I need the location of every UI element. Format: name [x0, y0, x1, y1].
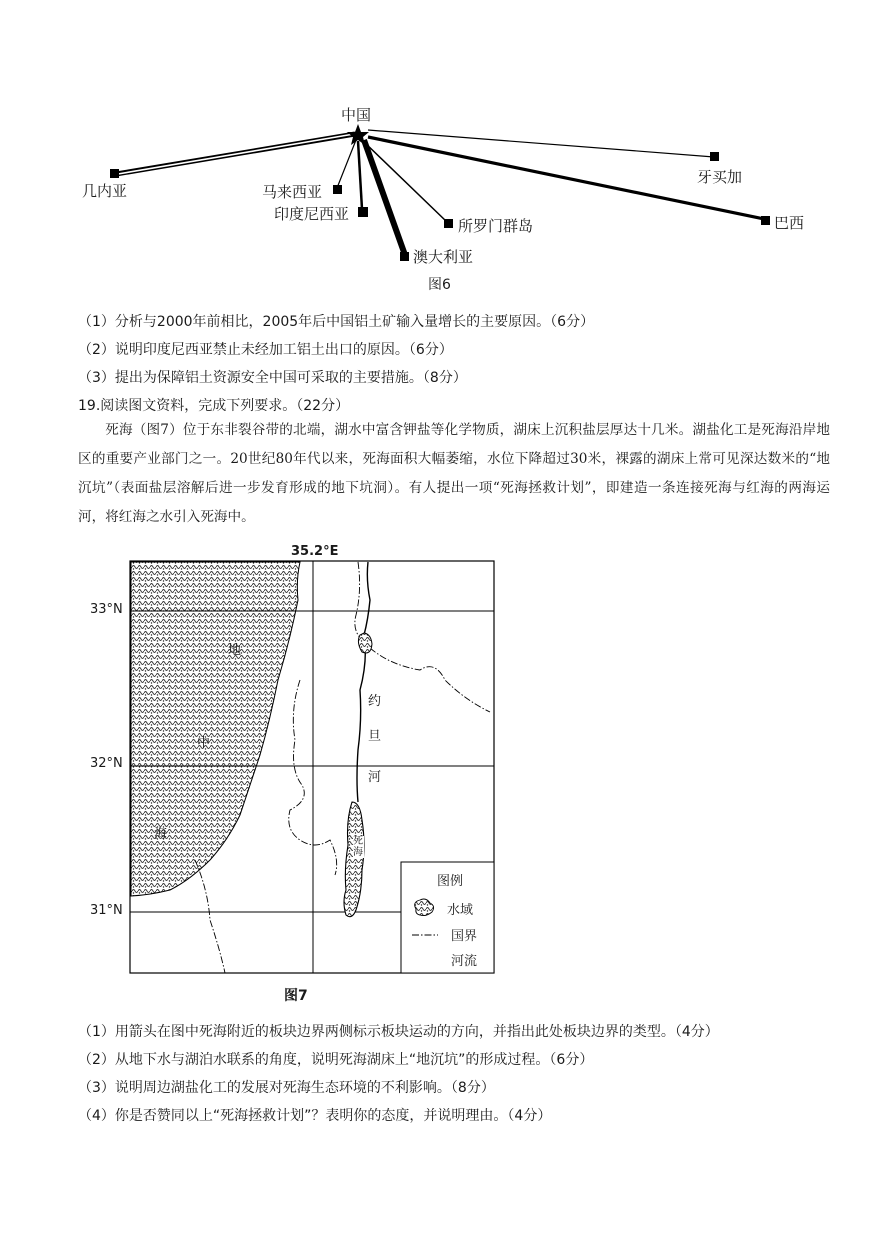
malaysia-marker-icon	[333, 185, 342, 194]
sea-char-2: 中	[197, 736, 211, 751]
sea-char-3: 海	[154, 827, 168, 842]
figure-7	[90, 540, 510, 1010]
flow-line-australia	[364, 140, 405, 255]
jamaica-marker-icon	[710, 152, 719, 161]
australia-marker-icon	[400, 252, 409, 261]
river-char-1: 约	[368, 694, 382, 709]
lat-32-label: 32°N	[90, 756, 123, 771]
label-china: 中国	[341, 106, 372, 124]
solomon-marker-icon	[444, 219, 453, 228]
q18-question-1: （1）分析与2000年前相比，2005年后中国铝土矿输入量增长的主要原因。（6分）	[78, 314, 595, 330]
q19-passage: 死海（图7）位于东非裂谷带的北端，湖水中富含钾盐等化学物质，湖床上沉积盐层厚达十几米。湖盐化工是死海沿岸地区的重要产业部门之一。20世纪80年代以来，死海面积大幅萎缩，水位下降超过30米，裸露的湖床上常可见深达数米的“地沉坑”（表面盐层溶解后进一步发育形成的地下坑洞）。有人提出一项“死海拯救计划”，即建造一条连接死海与红海的两海运河，将红海之水引入死海中。	[78, 422, 830, 525]
q18-question-2: （2）说明印度尼西亚禁止未经加工铝土出口的原因。（6分）	[78, 342, 453, 358]
flow-line-indonesia	[358, 141, 362, 209]
label-jamaica: 牙买加	[697, 168, 743, 186]
brazil-marker-icon	[761, 216, 770, 225]
q19-question-1: （1）用箭头在图中死海附近的板块边界两侧标示板块运动的方向，并指出此处板块边界的类型。（4分）	[78, 1024, 719, 1040]
legend-water-label: 水域	[447, 903, 474, 918]
figure-6-caption: 图6	[428, 277, 451, 293]
q19-question-2: （2）从地下水与湖泊水联系的角度，说明死海湖床上“地沉坑”的形成过程。（6分）	[78, 1052, 594, 1068]
lat-33-label: 33°N	[90, 602, 123, 617]
label-malaysia: 马来西亚	[262, 183, 323, 201]
q19-heading: 19.阅读图文资料，完成下列要求。（22分）	[78, 398, 350, 414]
sea-char-1: 地	[228, 643, 242, 658]
longitude-label: 35.2°E	[291, 544, 339, 559]
flow-line-malaysia	[337, 140, 356, 188]
legend-title: 图例	[437, 874, 464, 889]
river-char-2: 旦	[368, 729, 382, 744]
indonesia-marker-icon	[358, 207, 368, 217]
figure-6	[0, 0, 885, 300]
label-brazil: 巴西	[774, 214, 805, 232]
figure-7-caption: 图7	[284, 988, 308, 1004]
dead-sea-label: 死海	[353, 836, 363, 858]
guinea-marker-icon	[110, 169, 119, 178]
legend-river-label: 河流	[451, 954, 478, 969]
legend-border-label: 国界	[451, 929, 478, 944]
label-australia: 澳大利亚	[413, 248, 474, 266]
q19-question-3: （3）说明周边湖盐化工的发展对死海生态环境的不利影响。（8分）	[78, 1080, 495, 1096]
label-solomon: 所罗门群岛	[458, 217, 534, 235]
q18-question-3: （3）提出为保障铝土资源安全中国可采取的主要措施。（8分）	[78, 370, 467, 386]
label-indonesia: 印度尼西亚	[274, 205, 350, 223]
flow-line-jamaica	[368, 130, 714, 157]
q19-question-4: （4）你是否赞同以上“死海拯救计划”？表明你的态度，并说明理由。（4分）	[78, 1108, 552, 1124]
lat-31-label: 31°N	[90, 903, 123, 918]
flow-line-guinea-inner	[118, 134, 354, 174]
river-char-3: 河	[368, 770, 382, 785]
label-guinea: 几内亚	[82, 182, 128, 200]
